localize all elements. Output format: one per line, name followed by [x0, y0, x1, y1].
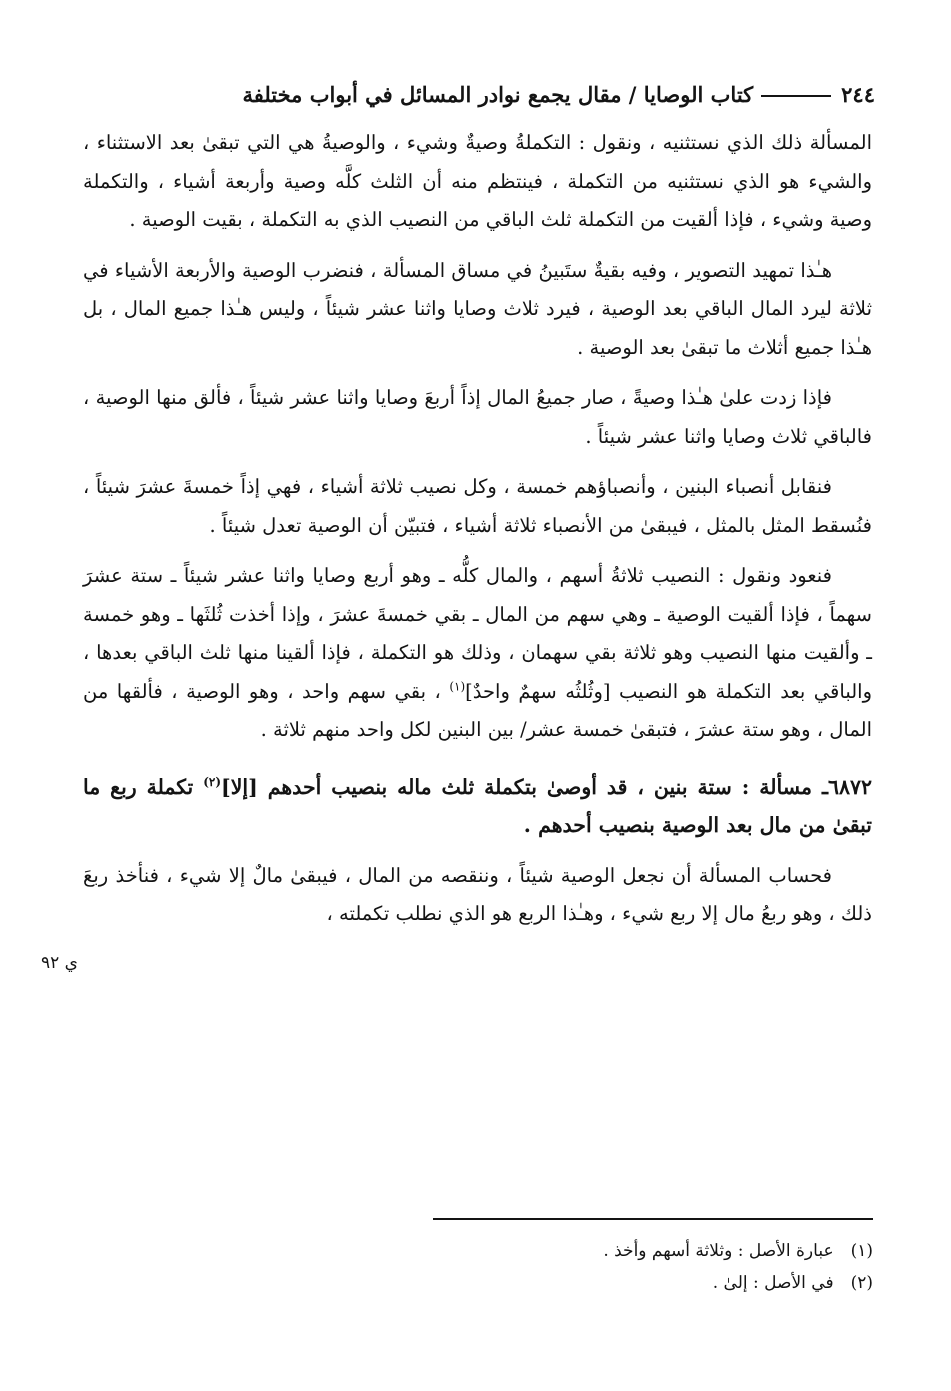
footnotes	[300, 1235, 873, 1299]
footnote-text: عبارة الأصل : وثلاثة أسهم وأخذ .	[603, 1241, 834, 1261]
header-rule	[761, 95, 831, 97]
issue-heading	[83, 768, 872, 845]
paragraph	[83, 857, 872, 934]
paragraph	[83, 252, 872, 368]
text-line: فتبقىٰ خمسة عشر/ بين البنين لكل واحد منهم ثلاثة .	[260, 718, 678, 741]
text-line: الذي به التكملة ، بقيت الوصية .	[129, 208, 383, 231]
text-line: أخذت ثُلثَها ـ وهو خمسة ـ وألقيت منها النصيب وهو ثلاثة بقي سهمان ، وذلك هو	[83, 602, 873, 664]
text-line: هـٰذا تمهيد التصوير ، وفيه بقيةٌ ستَبينُ في مساق المسألة ، فنضرب الوصية	[242, 258, 832, 282]
footnote	[300, 1235, 873, 1267]
text-line: ٦٨٧٢ـ مسألة : ستة بنين ، قد أوصىٰ بتكملة ثلث ماله بنصيب أحدهم [إلا]	[221, 774, 872, 799]
header-title: كتاب الوصايا / مقال يجمع نوادر المسائل في أبواب مختلفة	[242, 81, 754, 107]
footnote-rule	[433, 1218, 873, 1220]
paragraph	[83, 468, 872, 545]
text-line: المسألة ذلك الذي نستثنيه ، ونقول : التكملةُ وصيةٌ وشيء ، والوصيةُ هي التي تبقىٰ	[202, 131, 872, 154]
text-line: فنقابل أنصباء البنين ، وأنصباؤهم خمسة ، وكل نصيب ثلاثة أشياء ، فهي إذاً	[240, 475, 833, 498]
text-line: فنأخذ ربعَ ذلك ، وهو ربعُ مال إلا ربع شيء ، وهـٰذا الربع هو الذي نطلب تكملته ،	[83, 863, 872, 925]
footnote-number: (٢)	[850, 1273, 873, 1293]
text-line: فنعود ونقول : النصيب ثلاثةُ أسهم ، والمال كلُّه ـ وهو أربع وصايا واثنا عشر شيئاً ـ	[170, 564, 832, 587]
text-line: سهمٌ واحدٌ]	[465, 679, 557, 703]
text-line: الوصية تعدل شيئاً .	[209, 513, 362, 537]
text-line: ، بقي سهم واحد ، وهو الوصية ، فألقها من المال ، وهو ستة عشرَ ،	[83, 679, 872, 741]
footnote-ref: (٢)	[203, 774, 222, 789]
margin-note: ي ٩٢	[41, 953, 78, 973]
paragraph	[83, 379, 872, 456]
footnote-number: (١)	[850, 1241, 873, 1261]
text-line: التكملة ، فإذا ألقينا منها ثلث الباقي بعدها ، والباقي بعد التكملة هو النصيب [وثُلثُه	[83, 641, 872, 703]
page-number: ٢٤٤	[841, 81, 875, 107]
text-line: فحساب المسألة أن نجعل الوصية شيئاً ، وننقصه من المال ، فيبقىٰ مالٌ إلا شيء ،	[166, 863, 833, 887]
paragraph	[83, 124, 872, 240]
paragraph	[83, 557, 872, 750]
text-line: فإذا زدت علىٰ هـٰذا وصيةً ، صار جميعُ المال إذاً أربعَ وصايا واثنا عشر شيئاً ، فألق	[193, 386, 833, 409]
text-line: شيئاً ، وليس هـٰذا جميع المال ، بل هـٰذا جميع أثلاث ما تبقىٰ بعد الوصية .	[83, 297, 872, 359]
text-line: خمسةَ عشرَ شيئاً ، فنُسقط المثل بالمثل ، فيبقىٰ من الأنصباء ثلاثة أشياء ، فتبيّن أن	[83, 475, 872, 537]
footnote-ref: (١)	[449, 679, 466, 693]
text-line: منها الوصية ، فالباقي ثلاث وصايا واثنا عشر شيئاً .	[83, 386, 872, 448]
text-line: والأربعة الأشياء في ثلاثة ليرد المال الباقي بعد الوصية ، فيرد ثلاث وصايا واثنا عشر	[83, 258, 872, 320]
running-header	[85, 74, 875, 114]
text-line: ستة عشرَ سهماً ، فإذا ألقيت الوصية ـ وهي سهم من المال ـ بقي خمسةَ عشرَ ، وإذا	[83, 564, 872, 626]
body-text	[83, 124, 872, 946]
footnote-text: في الأصل : إلىٰ .	[712, 1273, 834, 1293]
text-line: وأربعة أشياء ، والتكملة وصية وشيء ، فإذا ألقيت من التكملة ثلث الباقي من النصيب	[83, 169, 872, 231]
text-line: تكملة ربع ما تبقىٰ من مال بعد الوصية بنصيب أحدهم .	[83, 774, 872, 837]
footnote	[300, 1267, 873, 1299]
text-line: بعد الاستثناء ، والشيء هو الذي نستثنيه من التكملة ، فينتظم منه أن الثلث كلَّه وصية	[83, 131, 873, 193]
